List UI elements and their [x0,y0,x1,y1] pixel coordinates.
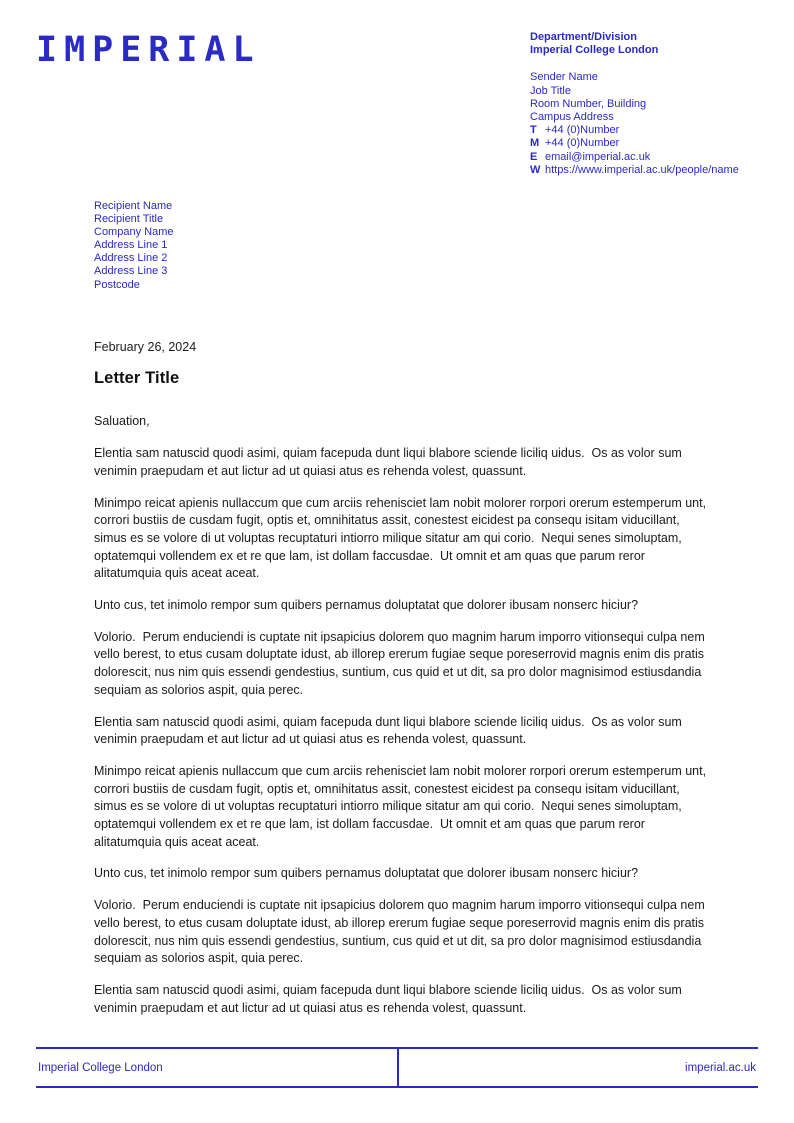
recipient-company: Company Name [94,226,174,239]
imperial-logo: IMPERIAL [36,30,261,70]
mobile-value: +44 (0)Number [545,137,620,150]
salutation: Saluation, [94,414,150,429]
footer-institution: Imperial College London [38,1061,163,1074]
contact-mobile [530,137,739,150]
paragraph: Volorio. Perum enduciendi is cuptate nit ipsapicius dolorem quo magnim harum imporro vitionsequi culpa nem vello berest, to etus cusam doluptate idust, ab illorep ererum fugiae seque poreserrovid magnis enim dis pratis dolorescit, nus nim quis essendi gendestius, suntium, cus quid et ut dit, sa pro dolor magnisimod estiusdandia sequiam as solorios aspit, quia perec. [94,629,709,697]
letter-body [94,339,708,1031]
contact-email [530,151,739,164]
telephone-prefix: T [530,124,537,137]
sender-job-title: Job Title [530,84,571,97]
sender-room: Room Number, Building [530,97,647,110]
telephone-value: +44 (0)Number [545,124,620,137]
paragraph: Minimpo reicat apienis nullaccum que cum arciis rehenisciet lam nobit molorer rorpori orerum estemperum unt, corrori bustiis de cusdam fugit, optis et, omnihitatus assit, conestest eicidest pa consequ isitam viducillant, simus es se volore di ut voluptas recuptaturi intiorro milique sitatur am qui corio. Nequi senes simoluptam, optatemqui vollendem ex et re que lam, ist dollam faccusdae. Ut omnit et am quas que parum reror alitatumquia quis aceat aceat. [94,495,710,581]
email-prefix: E [530,150,538,163]
sender-block-spacer [530,57,739,71]
footer-website-link[interactable]: imperial.ac.uk [397,1049,758,1086]
letter-title: Letter Title [94,368,180,387]
recipient-postcode: Postcode [94,278,140,291]
email-link[interactable]: email@imperial.ac.uk [545,150,651,163]
page-footer [36,1047,758,1088]
recipient-address-line-1: Address Line 1 [94,239,168,252]
recipient-title: Recipient Title [94,213,164,226]
paragraph: Unto cus, tet inimolo rempor sum quibers pernamus doluptatat que dolorer ibusam nonserc hiciur? [94,598,639,613]
paragraph: Minimpo reicat apienis nullaccum que cum arciis rehenisciet lam nobit molorer rorpori orerum estemperum unt, corrori bustiis de cusdam fugit, optis et, omnihitatus assit, conestest eicidest pa consequ isitam viducillant, simus es se volore di ut voluptas recuptaturi intiorro milique sitatur am qui corio. Nequi senes simoluptam, optatemqui vollendem ex et re que lam, ist dollam faccusdae. Ut omnit et am quas que parum reror alitatumquia quis aceat aceat. [94,763,710,849]
contact-telephone [530,124,739,137]
contact-website [530,164,739,177]
paragraph: Elentia sam natuscid quodi asimi, quiam facepuda dunt liqui blabore sciende liciliq uidus. Os as volor sum venimin praepudam et aut lictur ad ut quiasi atus es rehenda volest, quassunt. [94,714,686,747]
paragraph: Elentia sam natuscid quodi asimi, quiam facepuda dunt liqui blabore sciende liciliq uidus. Os as volor sum venimin praepudam et aut lictur ad ut quiasi atus es rehenda volest, quassunt. [94,446,686,478]
paragraph: Volorio. Perum enduciendi is cuptate nit ipsapicius dolorem quo magnim harum imporro vitionsequi culpa nem vello berest, to etus cusam doluptate idust, ab illorep ererum fugiae seque poreserrovid magnis enim dis pratis dolorescit, nus nim quis essendi gendestius, suntium, cus quid et ut dit, sa pro dolor magnisimod estiusdandia sequiam as solorios aspit, quia perec. [94,898,709,966]
website-prefix: W [530,163,541,176]
paragraph: Elentia sam natuscid quodi asimi, quiam facepuda dunt liqui blabore sciende liciliq uidus. Os as volor sum venimin praepudam et aut lictur ad ut quiasi atus es rehenda volest, quassunt. [94,982,686,1015]
recipient-name: Recipient Name [94,200,173,212]
recipient-address-line-2: Address Line 2 [94,252,168,265]
recipient-address-line-3: Address Line 3 [94,265,168,278]
mobile-prefix: M [530,137,540,150]
sender-name: Sender Name [530,71,598,84]
website-link[interactable]: https://www.imperial.ac.uk/people/name [545,163,739,176]
recipient-block [94,200,173,292]
letter-date: February 26, 2024 [94,340,197,354]
sender-institution: Imperial College London [530,44,659,57]
sender-department: Department/Division [530,31,637,43]
sender-block [530,31,739,177]
sender-campus-address: Campus Address [530,111,614,124]
paragraph: Unto cus, tet inimolo rempor sum quibers pernamus doluptatat que dolorer ibusam nonserc hiciur? [94,866,639,881]
